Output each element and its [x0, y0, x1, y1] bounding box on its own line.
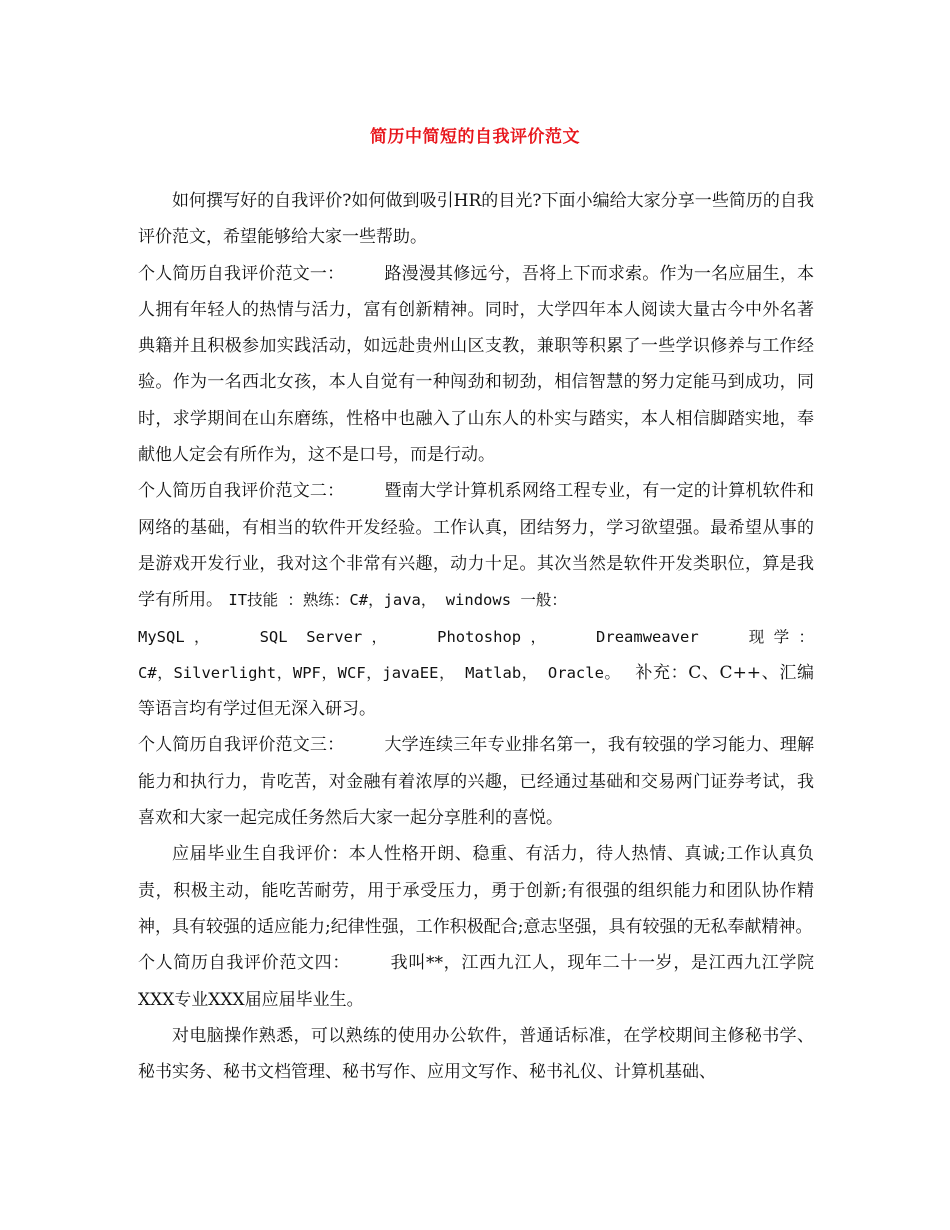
general-skill-item: MySQL ， [138, 627, 210, 646]
general-skills-line [138, 619, 814, 655]
sample-3-label: 个人简历自我评价范文三： [138, 735, 345, 756]
sample-4-label: 个人简历自我评价范文四： [138, 953, 350, 974]
learning-skills-paragraph [138, 655, 814, 728]
sample-1-label: 个人简历自我评价范文一： [138, 263, 345, 284]
sample-1-paragraph [138, 256, 814, 474]
sample-4-paragraph [138, 945, 814, 1018]
sample-3-paragraph [138, 727, 814, 836]
intro-paragraph: 如何撰写好的自我评价?如何做到吸引HR的目光?下面小编给大家分享一些简历的自我评价范文，希望能够给大家一些帮助。 [138, 191, 814, 248]
sample-2-text: 暨南大学计算机系网络工程专业，有一定的计算机软件和网络的基础，有相当的软件开发经验。工作认真，团结努力，学习欲望强。最希望从事的是游戏开发行业，我对这个非常有兴趣，动力十足。其次当然是软件开发类职位，算是我学有所用。 [138, 481, 815, 611]
general-skill-item: Photoshop ， [437, 627, 546, 646]
document-title: 简历中简短的自我评价范文 [370, 127, 580, 147]
graduate-paragraph: 应届毕业生自我评价：本人性格开朗、稳重、有活力，待人热情、真诚;工作认真负责，积极主动，能吃苦耐劳，用于承受压力，勇于创新;有很强的组织能力和团队协作精神，具有较强的适应能力;纪律性强，工作积极配合;意志坚强，具有较强的无私奉献精神。 [138, 844, 814, 937]
it-skills-prefix: IT技能 ：熟练：C#，java， windows 一般： [228, 591, 567, 610]
document-body [138, 183, 814, 1090]
sample-2-label: 个人简历自我评价范文二： [138, 481, 345, 502]
sample-3-text: 大学连续三年专业排名第一，我有较强的学习能力、理解能力和执行力，肯吃苦，对金融有着浓厚的兴趣，已经通过基础和交易两门证券考试，我喜欢和大家一起完成任务然后大家一起分享胜利的喜悦。 [138, 735, 815, 829]
learning-skills-label: 现 学 ： [748, 627, 814, 646]
sample-4-text: 我叫**，江西九江人，现年二十一岁，是江西九江学院XXX专业XXX届应届毕业生。 [138, 953, 814, 1010]
general-skill-item: Dreamweaver [596, 627, 699, 646]
supplement-text: 补充：C、C++、汇编等语言均有学过但无深入研习。 [138, 662, 814, 720]
learning-skills-list: C#，Silverlight，WPF，WCF，javaEE， Matlab， Oracle。 [138, 663, 621, 682]
computer-skills-paragraph: 对电脑操作熟悉，可以熟练的使用办公软件，普通话标准，在学校期间主修秘书学、秘书实务、秘书文档管理、秘书写作、应用文写作、秘书礼仪、计算机基础、 [138, 1025, 814, 1083]
general-skill-item: SQL Server ， [259, 627, 388, 646]
sample-1-text: 路漫漫其修远兮，吾将上下而求索。作为一名应届生，本人拥有年轻人的热情与活力，富有创新精神。同时，大学四年本人阅读大量古今中外名著典籍并且积极参加实践活动，如远赴贵州山区支教，兼职等积累了一些学识修养与工作经验。作为一名西北女孩，本人自觉有一种闯劲和韧劲，相信智慧的努力定能马到成功，同时，求学期间在山东磨练，性格中也融入了山东人的朴实与踏实，本人相信脚踏实地，奉献他人定会有所作为，这不是口号，而是行动。 [138, 263, 815, 466]
sample-2-paragraph [138, 473, 814, 618]
